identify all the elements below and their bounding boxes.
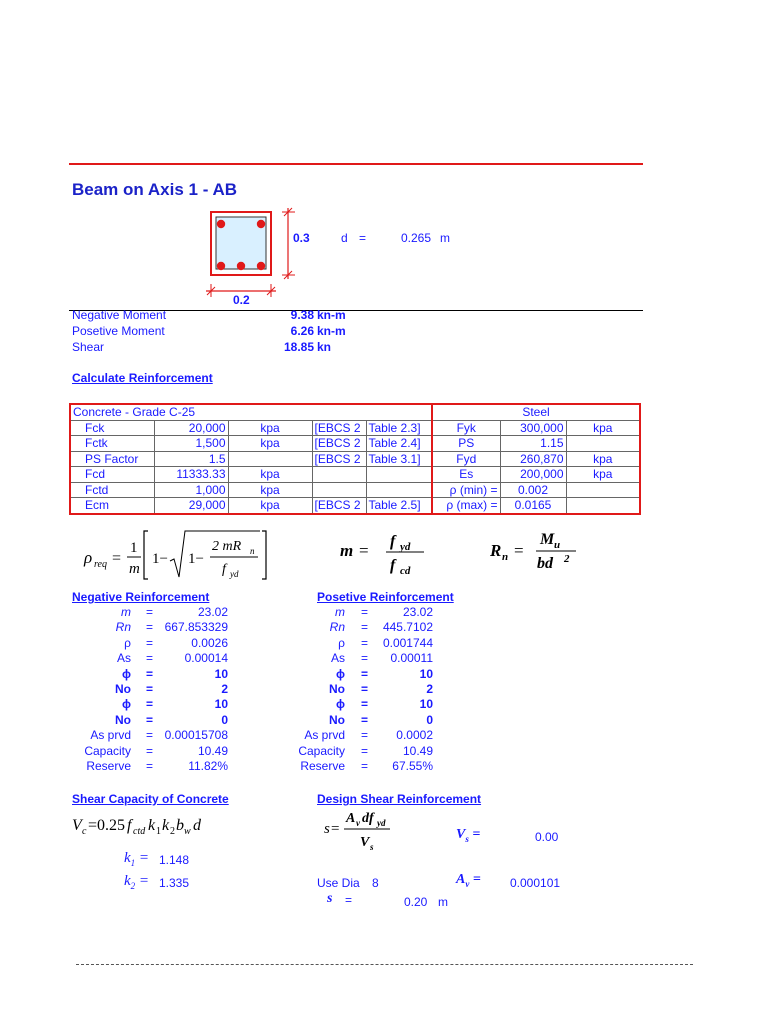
- mat-name: Fctk: [70, 436, 154, 452]
- positive-row-label: No: [329, 712, 345, 727]
- positive-row-value: 0.00011: [390, 651, 433, 666]
- positive-row-equals: =: [361, 635, 369, 650]
- svg-text:d: d: [193, 817, 201, 834]
- av-label: [456, 872, 481, 889]
- svg-text:2: 2: [170, 826, 175, 837]
- positive-row-label: ϕ: [336, 697, 345, 712]
- positive-row-label: As: [330, 651, 345, 666]
- rho-one: 1: [130, 540, 138, 556]
- negative-row-equals: =: [146, 728, 154, 743]
- svg-text:A: A: [346, 811, 356, 826]
- d-value: 0.265: [401, 231, 432, 245]
- material-row: [70, 451, 640, 467]
- negative-row-value: 667.853329: [164, 620, 228, 635]
- positive-row-value: 0: [426, 712, 433, 727]
- negative-row-equals: =: [146, 620, 154, 635]
- svg-text:ctd: ctd: [133, 826, 146, 837]
- svg-text:=: =: [514, 541, 524, 560]
- svg-text:c: c: [82, 826, 87, 837]
- k1-sub: 1: [130, 858, 136, 868]
- load-label: Negative Moment: [72, 308, 167, 322]
- positive-row-equals: =: [361, 759, 369, 773]
- negative-row-value: 10: [214, 666, 228, 681]
- mat-table-ref: [366, 482, 432, 498]
- rebar-top-right: [257, 220, 265, 228]
- mat-name: Ecm: [70, 498, 154, 514]
- positive-row-equals: =: [361, 697, 369, 712]
- svg-text:v: v: [356, 818, 360, 828]
- k1-label: [124, 850, 149, 868]
- negative-row-equals: =: [146, 651, 154, 666]
- k2-value: 1.335: [159, 876, 190, 890]
- negative-row-value: 0: [221, 712, 228, 727]
- vs-v: V: [456, 827, 466, 842]
- vs-label: [456, 827, 480, 844]
- steel-name: PS: [432, 436, 500, 452]
- negative-row-label: As: [116, 651, 131, 666]
- material-row: [70, 420, 640, 436]
- positive-row-equals: =: [361, 651, 369, 666]
- steel-value: 1.15: [500, 436, 566, 452]
- material-row: [70, 498, 640, 514]
- bottom-dashed-rule: [76, 964, 693, 965]
- s-unit: m: [438, 895, 448, 909]
- positive-row-label: As prvd: [304, 728, 345, 743]
- steel-header: Steel: [432, 404, 640, 420]
- mat-ref: [312, 467, 366, 483]
- k1-value: 1.148: [159, 853, 190, 867]
- svg-text:df: df: [362, 811, 374, 826]
- rho-symbol: ρ: [84, 548, 93, 567]
- m-formula: [338, 528, 438, 578]
- positive-row-value: 445.7102: [382, 620, 433, 635]
- positive-row-value: 10: [419, 666, 433, 681]
- mat-value: 29,000: [154, 498, 228, 514]
- load-unit: kn-m: [317, 308, 346, 322]
- svg-text:=: =: [112, 550, 122, 567]
- steel-value: 260,870: [500, 451, 566, 467]
- rn-n-sub: n: [502, 551, 509, 563]
- rn-r: R: [490, 541, 502, 560]
- positive-row-equals: =: [361, 712, 369, 727]
- positive-row-value: 0.001744: [382, 635, 433, 650]
- negative-row-equals: =: [146, 697, 154, 712]
- svg-text:w: w: [184, 826, 191, 837]
- mat-unit: kpa: [228, 420, 312, 436]
- positive-row-label: Rn: [329, 620, 345, 635]
- m-fyd: f: [390, 533, 396, 550]
- negative-row-label: ρ: [124, 635, 131, 650]
- negative-row-label: Capacity: [84, 743, 131, 758]
- load-unit: kn: [317, 340, 332, 354]
- k1-k: k: [124, 850, 131, 866]
- steel-unit: kpa: [566, 467, 640, 483]
- material-row: [70, 482, 640, 498]
- mat-name: PS Factor: [70, 451, 154, 467]
- mat-value: 11333.33: [154, 467, 228, 483]
- negative-row-label: ϕ: [122, 697, 131, 712]
- mat-unit: kpa: [228, 436, 312, 452]
- negative-row-label: Reserve: [86, 759, 131, 773]
- steel-value: 0.0165: [500, 498, 566, 514]
- positive-row-value: 0.0002: [396, 728, 433, 743]
- steel-name: ρ (min) =: [432, 482, 500, 498]
- rho-req-sub: req: [94, 559, 107, 570]
- positive-row-label: ϕ: [336, 666, 345, 681]
- mat-name: Fcd: [70, 467, 154, 483]
- negative-row-label: As prvd: [90, 728, 131, 743]
- positive-row-equals: =: [361, 728, 369, 743]
- rn-formula: [488, 526, 588, 576]
- negative-row-label: ϕ: [122, 666, 131, 681]
- d-equals: =: [359, 231, 367, 245]
- load-label: Shear: [72, 340, 105, 354]
- section-width-label: 0.2: [233, 293, 250, 307]
- svg-text:=: =: [359, 541, 369, 560]
- svg-text:b: b: [176, 817, 184, 834]
- vc-v: V: [72, 817, 82, 834]
- negative-row-value: 0.0026: [191, 635, 228, 650]
- positive-row-label: ρ: [338, 635, 345, 650]
- use-dia-value: 8: [372, 876, 379, 890]
- k2-k: k: [124, 873, 131, 889]
- positive-row-equals: =: [361, 605, 369, 619]
- mat-table-ref: Table 2.4]: [366, 436, 432, 452]
- mat-ref: [EBCS 2: [312, 436, 366, 452]
- material-row: [70, 436, 640, 452]
- svg-text:f: f: [127, 817, 132, 834]
- vs-value: 0.00: [535, 830, 559, 844]
- positive-heading: Posetive Reinforcement: [317, 590, 454, 604]
- svg-text:yd: yd: [377, 818, 386, 828]
- mat-unit: [228, 451, 312, 467]
- positive-row-value: 2: [426, 682, 433, 696]
- av-eq: =: [472, 872, 481, 887]
- k2-sub: 2: [130, 881, 136, 891]
- rebar-bottom-right: [257, 262, 265, 270]
- rn-bd: bd: [537, 555, 553, 572]
- negative-row-value: 0.00014: [184, 651, 228, 666]
- steel-unit: kpa: [566, 420, 640, 436]
- load-label: Posetive Moment: [72, 324, 165, 338]
- negative-row-label: Rn: [115, 620, 131, 635]
- vs-sub: s: [465, 833, 469, 844]
- mat-unit: kpa: [228, 467, 312, 483]
- positive-row-value: 23.02: [402, 605, 433, 619]
- svg-text:k: k: [162, 817, 170, 834]
- mat-table-ref: Table 3.1]: [366, 451, 432, 467]
- vs-eq: =: [472, 827, 481, 842]
- mat-ref: [312, 482, 366, 498]
- m-symbol: m: [340, 541, 354, 560]
- steel-unit: [566, 498, 640, 514]
- steel-unit: kpa: [566, 451, 640, 467]
- load-unit: kn-m: [317, 324, 346, 338]
- positive-row-label: No: [329, 682, 345, 696]
- steel-value: 200,000: [500, 467, 566, 483]
- load-value: 6.26: [290, 324, 314, 338]
- rho-m: m: [129, 561, 140, 577]
- m-fcd: f: [390, 557, 396, 574]
- mat-table-ref: Table 2.3]: [366, 420, 432, 436]
- svg-text:1: 1: [156, 826, 161, 837]
- negative-row-value: 10.49: [197, 743, 228, 758]
- steel-unit: [566, 436, 640, 452]
- negative-heading: Negative Reinforcement: [72, 590, 210, 604]
- section-height-label: 0.3: [293, 231, 310, 245]
- negative-row-equals: =: [146, 712, 154, 727]
- negative-row-value: 10: [214, 697, 228, 712]
- rn-sq: 2: [564, 553, 570, 565]
- rebar-bottom-left: [217, 262, 225, 270]
- rho-n-sub: n: [250, 546, 255, 556]
- steel-unit: [566, 482, 640, 498]
- mat-ref: [EBCS 2: [312, 420, 366, 436]
- mat-value: 20,000: [154, 420, 228, 436]
- svg-text:k: k: [148, 817, 156, 834]
- svg-text:V: V: [360, 835, 370, 850]
- spacing-formula: [322, 806, 412, 852]
- positive-row-equals: =: [361, 682, 369, 696]
- design-heading: Design Shear Reinforcement: [317, 792, 482, 806]
- load-value: 9.38: [290, 308, 314, 322]
- calc-heading: Calculate Reinforcement: [72, 371, 213, 385]
- negative-row-value: 23.02: [197, 605, 228, 619]
- mat-ref: [EBCS 2: [312, 451, 366, 467]
- rn-m: M: [540, 531, 555, 548]
- page-title: Beam on Axis 1 - AB: [72, 180, 238, 199]
- rho-yd-sub: yd: [230, 569, 239, 579]
- m-yd-sub: yd: [400, 541, 411, 553]
- top-red-rule: [69, 163, 643, 165]
- k2-label: [124, 873, 149, 891]
- k2-eq: =: [138, 873, 150, 889]
- material-row: [70, 467, 640, 483]
- mat-unit: kpa: [228, 482, 312, 498]
- negative-row-label: m: [121, 605, 131, 619]
- positive-row-equals: =: [361, 620, 369, 635]
- steel-value: 300,000: [500, 420, 566, 436]
- negative-row-equals: =: [146, 743, 154, 758]
- mat-value: 1,000: [154, 482, 228, 498]
- negative-row-value: 11.82%: [188, 759, 228, 773]
- d-label: d: [341, 231, 348, 245]
- negative-row-label: No: [115, 712, 131, 727]
- shear-heading: Shear Capacity of Concrete: [72, 792, 229, 806]
- positive-row-value: 10: [419, 697, 433, 712]
- positive-row-equals: =: [361, 743, 369, 758]
- positive-row-label: m: [335, 605, 345, 619]
- rebar-bottom-center: [237, 262, 245, 270]
- mat-name: Fck: [70, 420, 154, 436]
- mat-value: 1,500: [154, 436, 228, 452]
- rebar-top-left: [217, 220, 225, 228]
- rn-u-sub: u: [554, 539, 561, 551]
- rho-formula: [82, 525, 282, 585]
- steel-name: Es: [432, 467, 500, 483]
- steel-value: 0.002: [500, 482, 566, 498]
- negative-row-equals: =: [146, 635, 154, 650]
- s-value: 0.20: [404, 895, 428, 909]
- rho-fyd: f: [222, 562, 226, 577]
- concrete-header: Concrete - Grade C-25: [70, 404, 432, 420]
- svg-text:1−: 1−: [188, 551, 204, 567]
- rebar-dots: [200, 200, 310, 310]
- mat-ref: [EBCS 2: [312, 498, 366, 514]
- mat-table-ref: [366, 467, 432, 483]
- negative-row-equals: =: [146, 666, 154, 681]
- svg-text:=: =: [331, 821, 340, 837]
- av-sub: v: [465, 878, 470, 889]
- negative-row-label: No: [115, 682, 131, 696]
- rho-2mr: 2 mR: [212, 539, 242, 554]
- mat-unit: kpa: [228, 498, 312, 514]
- positive-row-equals: =: [361, 666, 369, 681]
- mat-name: Fctd: [70, 482, 154, 498]
- negative-row-equals: =: [146, 759, 154, 773]
- negative-row-equals: =: [146, 605, 154, 619]
- m-cd-sub: cd: [400, 565, 411, 577]
- av-a: A: [456, 872, 466, 887]
- materials-table: [69, 403, 641, 515]
- steel-name: Fyd: [432, 451, 500, 467]
- mat-value: 1.5: [154, 451, 228, 467]
- steel-name: Fyk: [432, 420, 500, 436]
- negative-row-value: 2: [221, 682, 228, 696]
- load-value: 18.85: [283, 340, 314, 354]
- svg-text:s: s: [370, 842, 374, 852]
- svg-text:1−: 1−: [152, 551, 168, 567]
- d-unit: m: [440, 231, 450, 245]
- k1-eq: =: [138, 850, 150, 866]
- steel-name: ρ (max) =: [432, 498, 500, 514]
- av-value: 0.000101: [510, 876, 561, 890]
- s-equals: =: [345, 893, 353, 907]
- negative-row-equals: =: [146, 682, 154, 696]
- positive-row-value: 10.49: [402, 743, 433, 758]
- positive-row-label: Reserve: [300, 759, 345, 773]
- negative-row-value: 0.00015708: [164, 728, 228, 743]
- s-label: s: [327, 891, 333, 906]
- use-dia-label: Use Dia: [317, 876, 360, 890]
- shear-formula: [70, 810, 230, 842]
- positive-row-label: Capacity: [298, 743, 345, 758]
- svg-text:=0.25: =0.25: [88, 817, 126, 834]
- svg-text:s: s: [324, 821, 330, 837]
- mat-table-ref: Table 2.5]: [366, 498, 432, 514]
- positive-row-value: 67.55%: [392, 759, 433, 773]
